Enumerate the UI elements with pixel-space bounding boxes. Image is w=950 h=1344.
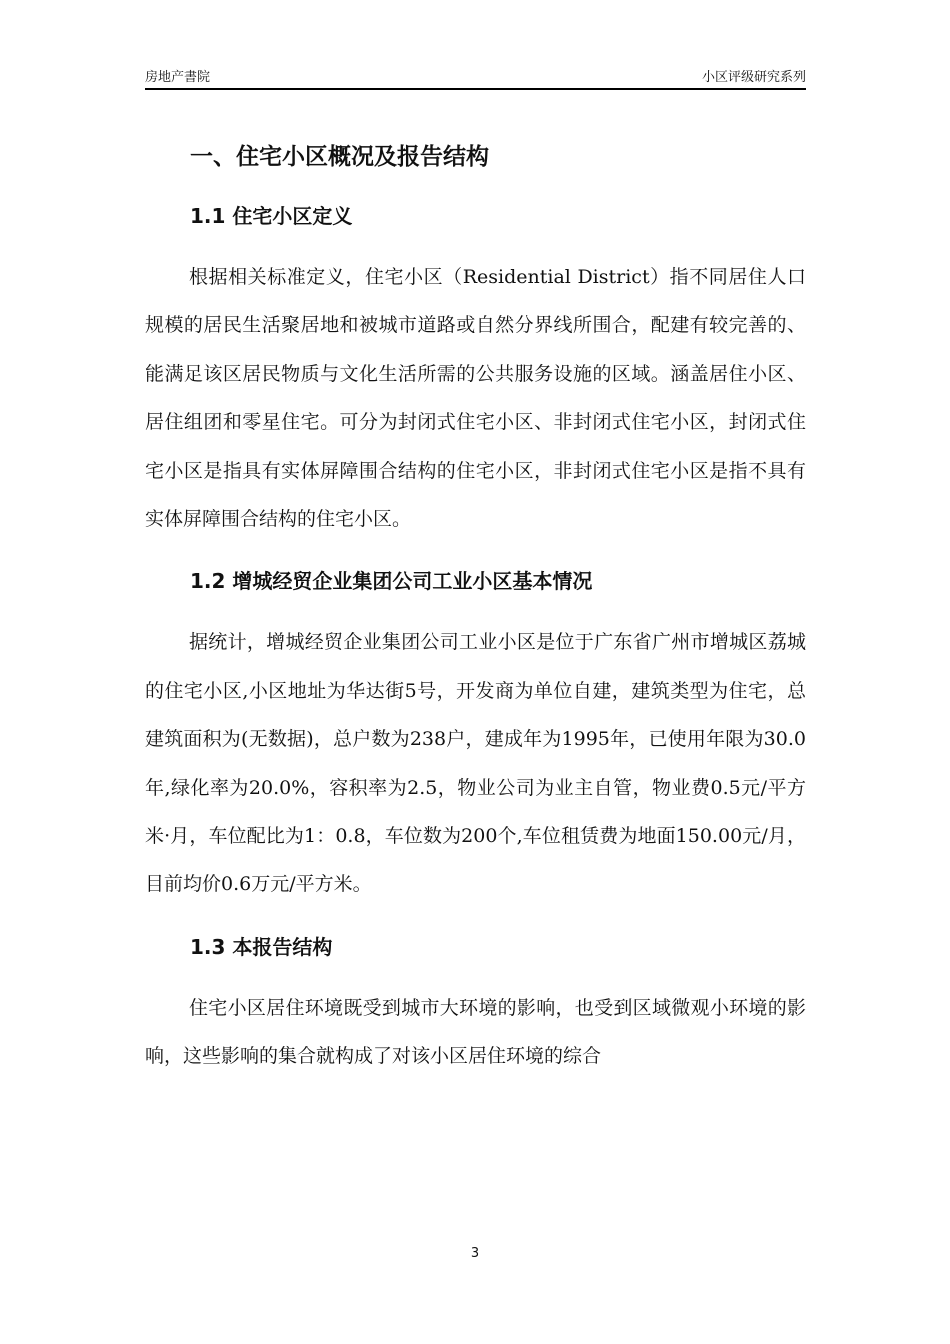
page-number: 3: [470, 1246, 480, 1261]
header-publisher: 房地产書院: [145, 70, 211, 85]
section-paragraph-1-1: 根据相关标准定义，住宅小区（Residential District）指不同居住人口规模的居民生活聚居地和被城市道路或自然分界线所围合，配建有较完善的、能满足该区居民物质与文化生活所需的公共服务设施的区域。涵盖居住小区、居住组团和零星住宅。可分为封闭式住宅小区、非封闭式住宅小区，封闭式住宅小区是指具有实体屏障围合结构的住宅小区，非封闭式住宅小区是指不具有实体屏障围合结构的住宅小区。: [145, 266, 806, 531]
section-heading-1-3: 1.3 本报告结构: [190, 934, 333, 959]
section-paragraph-1-3: 住宅小区居住环境既受到城市大环境的影响，也受到区域微观小环境的影响，这些影响的集合就构成了对该小区居住环境的综合: [145, 996, 806, 1068]
section-heading-1-1: 1.1 住宅小区定义: [190, 204, 353, 228]
page-content: [145, 140, 806, 1102]
header-series: 小区评级研究系列: [701, 70, 806, 85]
page-header: [145, 66, 806, 90]
section-heading-1-2: 1.2 增城经贸企业集团公司工业小区基本情况: [190, 569, 593, 594]
chapter-title: 一、住宅小区概况及报告结构: [190, 144, 489, 170]
section-paragraph-1-2: 据统计，增城经贸企业集团公司工业小区是位于广东省广州市增城区荔城的住宅小区,小区地址为华达街5号，开发商为单位自建，建筑类型为住宅，总建筑面积为(无数据)，总户数为238户，建成年为1995年，已使用年限为30.0年,绿化率为20.0%，容积率为2.5，物业公司为业主自管，物业费0.5元/平方米·月，车位配比为1：0.8，车位数为200个,车位租赁费为地面150.00元/月，目前均价0.6万元/平方米。: [145, 631, 806, 896]
